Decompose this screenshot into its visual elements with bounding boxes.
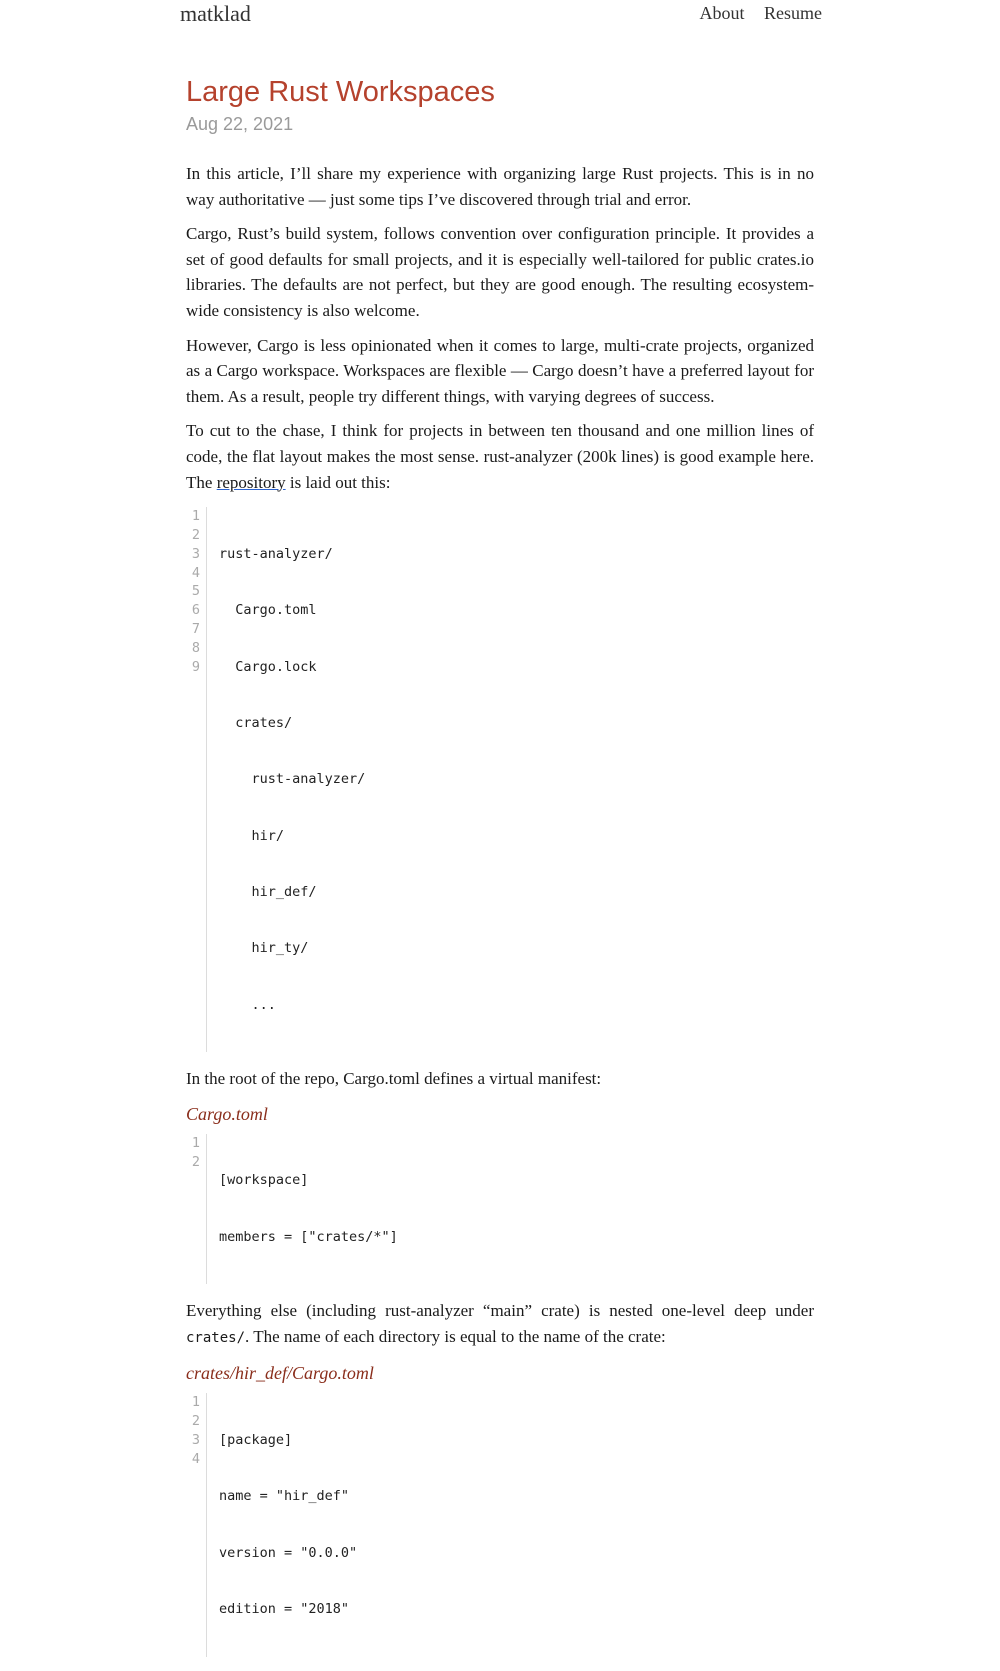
code-line: [workspace] [219, 1172, 309, 1189]
code-line: crates/ [219, 714, 293, 731]
code-lines [207, 1393, 357, 1656]
line-number: 4 [191, 1450, 200, 1467]
code-line: Cargo.toml [219, 602, 317, 619]
code-line: hir/ [219, 827, 285, 844]
nav-link-about[interactable]: About [699, 3, 745, 23]
paragraph-text: . The name of each directory is equal to the name of the crate: [245, 1326, 666, 1346]
code-line: version = "0.0.0" [219, 1544, 358, 1561]
site-header [180, 0, 822, 30]
line-number: 9 [191, 658, 200, 675]
paragraph-nested-crates [186, 1298, 814, 1351]
line-number: 1 [191, 1134, 200, 1151]
post-date: Aug 22, 2021 [186, 114, 294, 134]
line-number: 8 [191, 639, 200, 656]
code-caption-cargo-toml: Cargo.toml [186, 1103, 268, 1124]
code-line: Cargo.lock [219, 658, 317, 675]
code-block-package [186, 1393, 814, 1656]
line-number: 2 [191, 526, 200, 543]
code-line: name = "hir_def" [219, 1488, 350, 1505]
line-number: 1 [191, 508, 200, 525]
line-number: 3 [191, 545, 200, 562]
line-number: 4 [191, 564, 200, 581]
code-line: hir_ty/ [219, 940, 309, 957]
line-number: 7 [191, 620, 200, 637]
post-title: Large Rust Workspaces [186, 76, 495, 108]
line-number: 6 [191, 602, 200, 619]
inline-code: crates/ [186, 1329, 246, 1346]
line-numbers [186, 1134, 207, 1284]
code-block-tree [186, 507, 814, 1052]
code-block-workspace [186, 1134, 814, 1284]
code-line: edition = "2018" [219, 1601, 350, 1618]
paragraph-flat-layout [186, 418, 814, 495]
code-lines [207, 507, 365, 1052]
paragraph-workspaces: However, Cargo is less opinionated when it comes to large, multi-crate projects, organized as a Cargo workspace. Workspaces are flexible — Cargo doesn’t have a preferred layout for them. As a result, people try different things, with varying degrees of success. [186, 335, 814, 406]
line-numbers [186, 507, 207, 1052]
line-numbers [186, 1393, 207, 1656]
paragraph-text: To cut to the chase, I think for projects in between ten thousand and one million lines of code, the flat layout makes the most sense. rust-analyzer (200k lines) is good example here. The [186, 421, 814, 492]
top-nav [685, 3, 823, 24]
code-line: [package] [219, 1431, 293, 1448]
code-line: rust-analyzer/ [219, 545, 333, 562]
nav-link-resume[interactable]: Resume [764, 3, 822, 23]
code-line: rust-analyzer/ [219, 771, 366, 788]
line-number: 2 [191, 1413, 200, 1430]
code-line: members = ["crates/*"] [219, 1228, 398, 1245]
paragraph-virtual-manifest: In the root of the repo, Cargo.toml defines a virtual manifest: [186, 1069, 602, 1089]
code-lines [207, 1134, 398, 1284]
code-line: hir_def/ [219, 884, 317, 901]
site-title-link[interactable]: matklad [180, 1, 251, 26]
code-caption-hir-def-cargo-toml: crates/hir_def/Cargo.toml [186, 1363, 374, 1384]
paragraph-cargo: Cargo, Rust’s build system, follows convention over configuration principle. It provides a set of good defaults for small projects, and it is especially well-tailored for public crates.io libraries. The defaults are not perfect, but they are good enough. The resulting ecosystem-wide consistency is also welcome. [186, 224, 814, 320]
line-number: 2 [191, 1153, 200, 1170]
article [186, 74, 814, 1671]
paragraph-text: is laid out this: [285, 472, 391, 492]
line-number: 5 [191, 583, 200, 600]
code-line: ... [219, 996, 276, 1013]
line-number: 1 [191, 1394, 200, 1411]
repository-link[interactable]: repository [216, 472, 286, 492]
paragraph-text: Everything else (including rust-analyzer “main” crate) is nested one-level deep under [186, 1301, 814, 1321]
paragraph-intro: In this article, I’ll share my experience with organizing large Rust projects. This is in no way authoritative — just some tips I’ve discovered through trial and error. [186, 164, 814, 209]
line-number: 3 [191, 1431, 200, 1448]
